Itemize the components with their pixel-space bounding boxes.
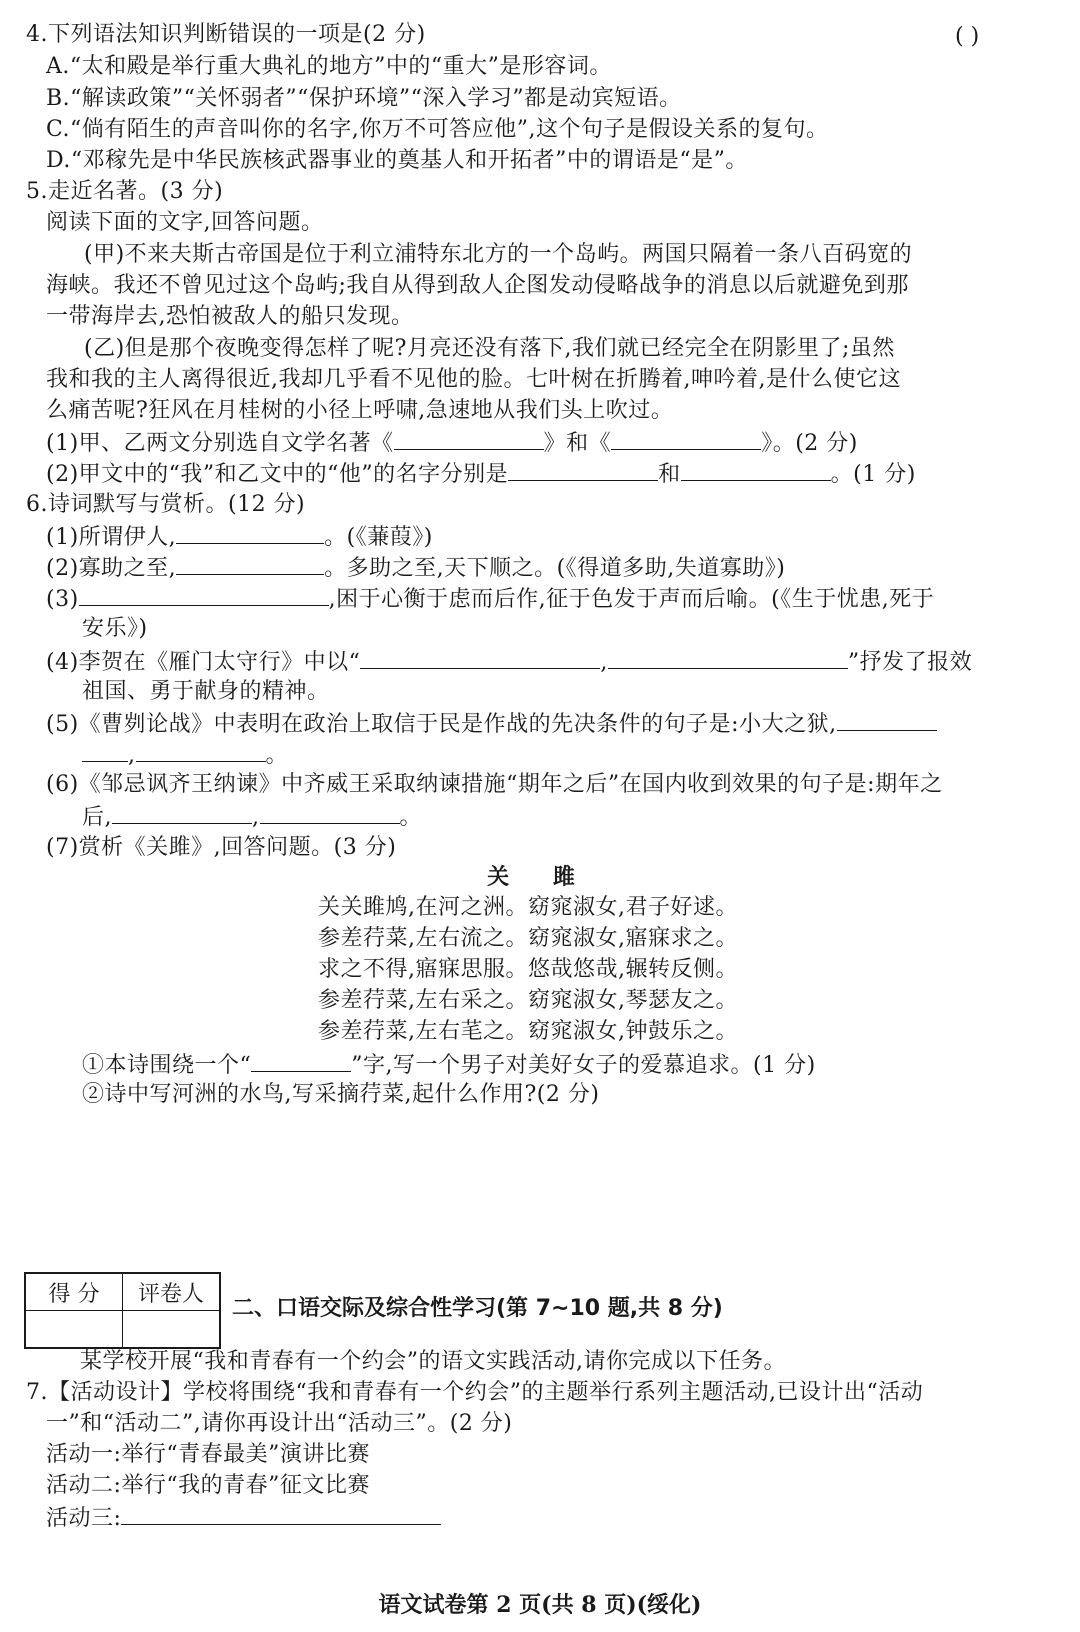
q4-option-a: A.“太和殿是举行重大典礼的地方”中的“重大”是形容词。 — [46, 54, 612, 79]
q6-text: 。 — [265, 743, 289, 768]
answer-blank[interactable] — [360, 646, 600, 669]
score-label: 得 分 — [25, 1273, 123, 1311]
q7-activity-2: 活动二:举行“我的青春”征文比赛 — [46, 1473, 370, 1498]
q6-s4 — [46, 646, 972, 678]
poem-line: 参差荇菜,左右采之。窈窕淑女,琴瑟友之。 — [318, 988, 738, 1013]
q5-sub2-text: 。(1 分) — [830, 462, 916, 487]
answer-blank[interactable] — [611, 427, 761, 450]
answer-blank[interactable] — [136, 739, 266, 762]
q6-text: 后, — [82, 805, 112, 830]
q4-option-d: D.“邓稼先是中华民族核武器事业的奠基人和开拓者”中的谓语是“是”。 — [46, 148, 748, 173]
q6-text: ,困于心衡于虑而后作,征于色发于声而后喻。(《生于忧患,死于 — [328, 587, 935, 612]
q6-text: (2)寡助之至, — [46, 556, 177, 581]
q5-stem: 5.走近名著。(3 分) — [26, 179, 224, 204]
q5-sub1 — [46, 427, 858, 459]
q6-poem-q1 — [82, 1049, 816, 1081]
poem-line: 求之不得,寤寐思服。悠哉悠哉,辗转反侧。 — [318, 957, 738, 982]
q6-text: (1)所谓伊人, — [46, 525, 177, 550]
q5-passage-yi-line: 么痛苦呢?狂风在月桂树的小径上呼啸,急速地从我们头上吹过。 — [46, 398, 674, 423]
grader-cell[interactable] — [123, 1311, 221, 1349]
poem-title: 关 雎 — [487, 864, 593, 890]
q5-sub1-text: 》。(2 分) — [761, 431, 858, 456]
q7-line: 一”和“活动二”,请你再设计出“活动三”。(2 分) — [46, 1411, 513, 1436]
answer-blank[interactable] — [82, 739, 128, 762]
q5-passage-jia-line: (甲)不来夫斯古帝国是位于利立浦特东北方的一个岛屿。两国只隔着一条八百码宽的 — [84, 242, 913, 267]
poem-line: 参差荇菜,左右芼之。窈窕淑女,钟鼓乐之。 — [318, 1019, 738, 1044]
q7-line: 7.【活动设计】学校将围绕“我和青春有一个约会”的主题举行系列主题活动,已设计出“活动 — [26, 1380, 924, 1405]
grader-label: 评卷人 — [123, 1273, 221, 1311]
q6-text: 。多助之至,天下顺之。(《得道多助,失道寡助》) — [324, 556, 786, 581]
q6-stem: 6.诗词默写与赏析。(12 分) — [26, 492, 306, 517]
q6-s5-cont — [82, 739, 288, 771]
answer-blank[interactable] — [79, 583, 329, 606]
poem-line: 参差荇菜,左右流之。窈窕淑女,寤寐求之。 — [318, 926, 738, 951]
q5-sub2 — [46, 458, 916, 490]
q6-text: (3) — [46, 587, 79, 612]
q5-sub2-text: 和 — [658, 462, 681, 487]
q6-text: (5)《曹刿论战》中表明在政治上取信于民是作战的先决条件的句子是:小大之狱, — [46, 712, 837, 737]
q6-text: ”字,写一个男子对美好女子的爱慕追求。(1 分) — [351, 1053, 816, 1078]
q7-activity-3 — [46, 1502, 441, 1534]
q6-s6: (6)《邹忌讽齐王纳谏》中齐威王采取纳谏措施“期年之后”在国内收到效果的句子是:期年之 — [46, 772, 943, 797]
q5-intro: 阅读下面的文字,回答问题。 — [46, 210, 324, 235]
section2-intro: 某学校开展“我和青春有一个约会”的语文实践活动,请你完成以下任务。 — [80, 1349, 786, 1374]
answer-blank[interactable] — [394, 427, 544, 450]
answer-blank[interactable] — [251, 1049, 351, 1072]
q5-sub1-text: (1)甲、乙两文分别选自文学名著《 — [46, 431, 394, 456]
answer-blank[interactable] — [681, 458, 831, 481]
section2-title: 二、口语交际及综合性学习(第 7~10 题,共 8 分) — [232, 1296, 723, 1321]
q6-s7: (7)赏析《关雎》,回答问题。(3 分) — [46, 835, 397, 860]
answer-blank[interactable] — [608, 646, 848, 669]
q6-s5 — [46, 708, 937, 740]
q7-activity-1: 活动一:举行“青春最美”演讲比赛 — [46, 1442, 370, 1467]
poem-line: 关关雎鸠,在河之洲。窈窕淑女,君子好逑。 — [318, 895, 738, 920]
q5-sub2-text: (2)甲文中的“我”和乙文中的“他”的名字分别是 — [46, 462, 509, 487]
q5-passage-yi-line: 我和我的主人离得很近,我却几乎看不见他的脸。七叶树在折腾着,呻吟着,是什么使它这 — [46, 367, 901, 392]
score-box — [24, 1272, 221, 1349]
q6-s2 — [46, 552, 785, 584]
q6-text: ①本诗围绕一个“ — [82, 1053, 252, 1078]
q6-text: 。 — [399, 805, 423, 830]
q6-text: , — [128, 743, 136, 768]
q5-passage-jia-line: 海峡。我还不曾见过这个岛屿;我自从得到敌人企图发动侵略战争的消息以后就避免到那 — [46, 273, 909, 298]
q6-s6-cont — [82, 801, 422, 833]
q5-passage-yi-line: (乙)但是那个夜晚变得怎样了呢?月亮还没有落下,我们就已经完全在阴影里了;虽然 — [84, 336, 895, 361]
q6-s1 — [46, 521, 433, 553]
q6-text: , — [252, 805, 260, 830]
q6-s3-cont: 安乐》) — [82, 616, 148, 641]
q6-poem-q2: ②诗中写河洲的水鸟,写采摘荇菜,起什么作用?(2 分) — [82, 1082, 600, 1107]
q6-text: 。(《蒹葭》) — [324, 525, 433, 550]
answer-blank[interactable] — [121, 1502, 441, 1525]
q6-s4-cont: 祖国、勇于献身的精神。 — [82, 679, 330, 704]
answer-blank[interactable] — [176, 521, 324, 544]
q4-option-c: C.“倘有陌生的声音叫你的名字,你万不可答应他”,这个句子是假设关系的复句。 — [46, 117, 829, 142]
q5-passage-jia-line: 一带海岸去,恐怕被敌人的船只发现。 — [46, 304, 414, 329]
q4-option-b: B.“解读政策”“关怀弱者”“保护环境”“深入学习”都是动宾短语。 — [46, 86, 682, 111]
score-cell[interactable] — [25, 1311, 123, 1349]
answer-blank[interactable] — [508, 458, 658, 481]
q4-answer-paren[interactable]: ( ) — [955, 24, 980, 49]
q6-s3 — [46, 583, 934, 615]
page-footer: 语文试卷第 2 页(共 8 页)(绥化) — [378, 1592, 702, 1618]
q4-stem: 4.下列语法知识判断错误的一项是(2 分) — [26, 22, 426, 47]
answer-blank[interactable] — [112, 801, 252, 824]
q7-activity-3-label: 活动三: — [46, 1506, 122, 1531]
answer-blank[interactable] — [837, 708, 937, 731]
answer-blank[interactable] — [176, 552, 324, 575]
q5-sub1-text: 》和《 — [543, 431, 612, 456]
answer-blank[interactable] — [260, 801, 400, 824]
q6-text: ”抒发了报效 — [847, 650, 973, 675]
q6-text: , — [600, 650, 608, 675]
q6-text: (4)李贺在《雁门太守行》中以“ — [46, 650, 361, 675]
